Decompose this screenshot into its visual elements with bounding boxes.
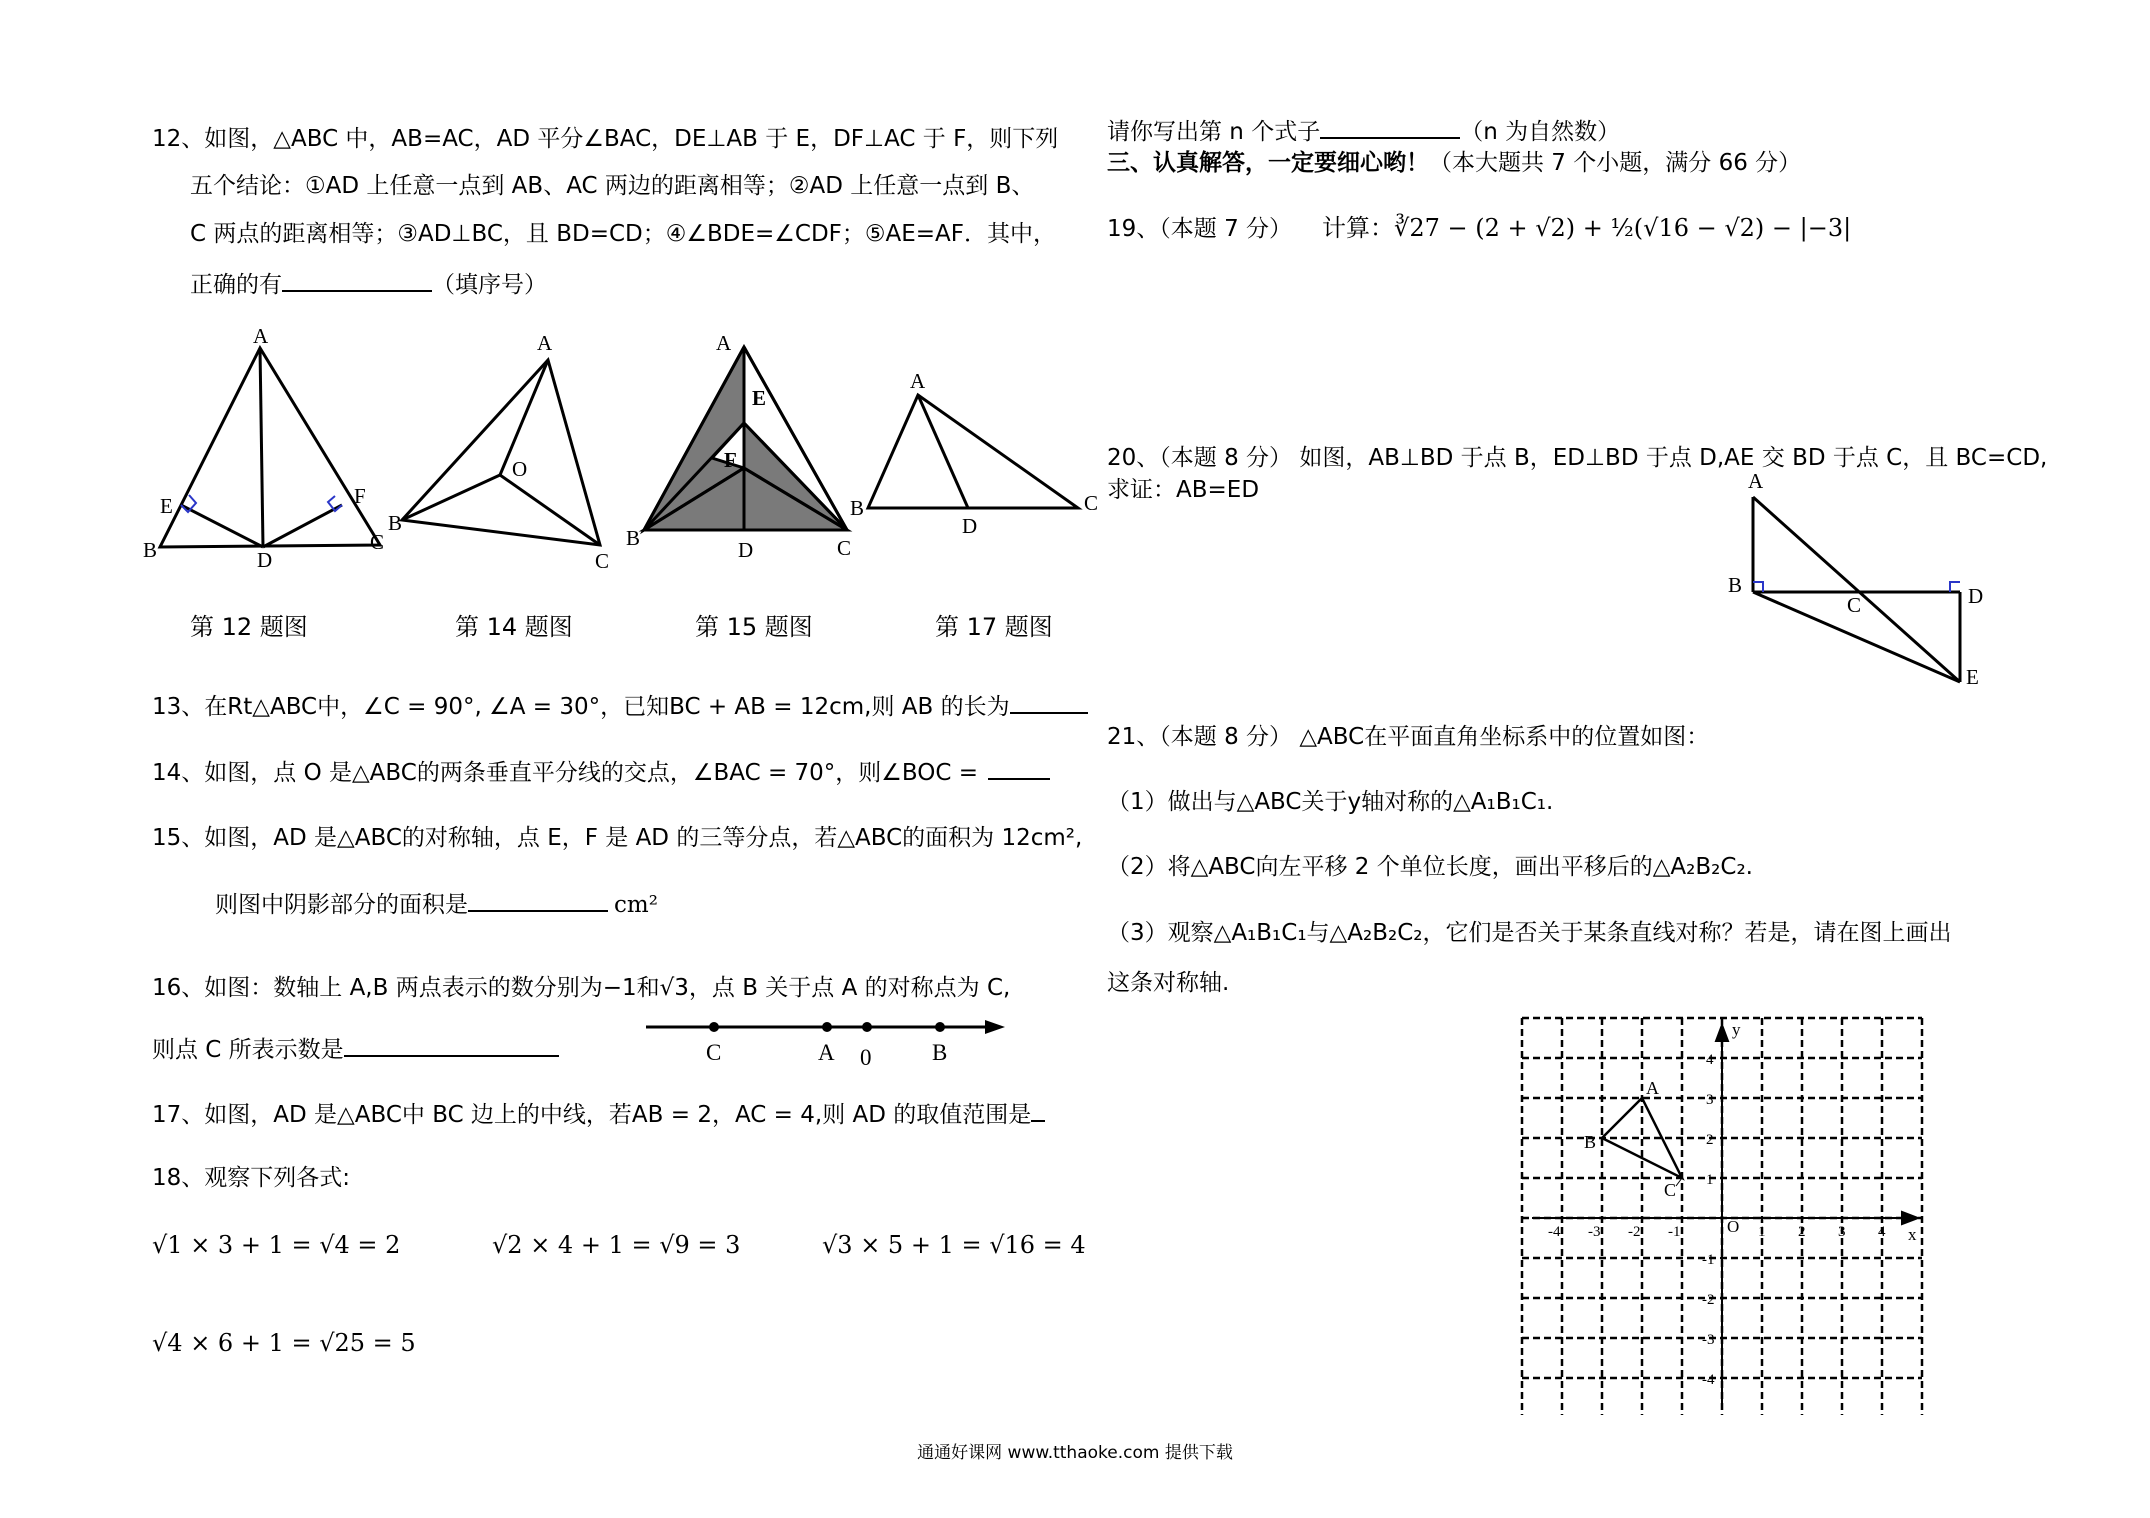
q17-text: 17、如图，AD 是△ABC中 BC 边上的中线，若AB = 2，AC = 4,则 AD 的取值范围是 xyxy=(152,1102,1032,1128)
grid-x-tick-label: 1 xyxy=(1758,1224,1766,1240)
q18-formula-4: √4 × 6 + 1 = √25 = 5 xyxy=(152,1329,416,1357)
grid-y-tick-label: 4 xyxy=(1706,1052,1714,1068)
f12-label-C: C xyxy=(370,530,385,554)
q12-line3: C 两点的距离相等；③AD⊥BC，且 BD=CD；④∠BDE=∠CDF；⑤AE=AF．其中， xyxy=(190,221,1057,247)
grid-x-tick-label: -3 xyxy=(1588,1224,1601,1240)
figure-17 xyxy=(850,368,1100,548)
q18-answer-blank[interactable] xyxy=(1320,115,1460,139)
q12-line1: 12、如图，△ABC 中，AB=AC，AD 平分∠BAC，DE⊥AB 于 E，DF⊥AC 于 F，则下列 xyxy=(152,126,1059,152)
figure-12 xyxy=(140,325,403,570)
grid-origin-label: O xyxy=(1727,1217,1740,1236)
q16-label-0: 0 xyxy=(860,1045,872,1070)
caption-fig14: 第 14 题图 xyxy=(455,613,573,641)
q20-label-A: A xyxy=(1748,470,1764,493)
q20-line2: 求证：AB=ED xyxy=(1107,477,1260,503)
f14-label-A: A xyxy=(537,331,553,355)
q16-answer-blank[interactable] xyxy=(344,1033,559,1057)
q18-formula-3: √3 × 5 + 1 = √16 = 4 xyxy=(822,1231,1086,1259)
q20-figure xyxy=(1720,470,2000,695)
grid-point-A: A xyxy=(1646,1078,1659,1098)
q21-part3-line1: （3）观察△A₁B₁C₁与△A₂B₂C₂，它们是否关于某条直线对称？若是，请在图上画出 xyxy=(1107,920,1952,946)
q12-line2: 五个结论：①AD 上任意一点到 AB、AC 两边的距离相等；②AD 上任意一点到 B、 xyxy=(190,173,1035,199)
q15-line1: 15、如图，AD 是△ABC的对称轴，点 E，F 是 AD 的三等分点，若△ABC的面积为 12cm², xyxy=(152,825,1083,851)
grid-x-tick-label: -4 xyxy=(1548,1224,1561,1240)
q16-label-B: B xyxy=(932,1040,948,1065)
figure-15 xyxy=(622,325,865,575)
q15-text: 则图中阴影部分的面积是 xyxy=(215,892,468,918)
grid-x-tick-label: -2 xyxy=(1628,1224,1641,1240)
section-3-info: （本大题共 7 个小题，满分 66 分） xyxy=(1429,150,1802,176)
q15-answer-blank[interactable] xyxy=(468,888,608,912)
q21-part3-line2: 这条对称轴. xyxy=(1107,970,1230,996)
q18-cont-text: 请你写出第 n 个式子 xyxy=(1107,119,1321,145)
q12-answer-blank[interactable] xyxy=(282,268,432,292)
grid-x-tick-label: 4 xyxy=(1878,1224,1886,1240)
footer-source: 通通好课网 www.tthaoke.com 提供下载 xyxy=(917,1443,1233,1463)
f12-label-B: B xyxy=(143,538,158,562)
f17-label-B: B xyxy=(850,496,865,520)
q21-coordinate-grid xyxy=(1520,1015,1930,1415)
grid-y-tick-label: 2 xyxy=(1706,1132,1714,1148)
q13-text: 13、在Rt△ABC中，∠C = 90°, ∠A = 30°，已知BC + AB = 12cm,则 AB 的长为 xyxy=(152,694,1010,720)
q18-title: 18、观察下列各式: xyxy=(152,1165,351,1191)
q16-line2 xyxy=(152,1033,559,1065)
q17 xyxy=(152,1098,1045,1130)
f14-label-C: C xyxy=(595,549,610,573)
grid-y-tick-label: 3 xyxy=(1706,1092,1714,1108)
grid-y-tick-label: -3 xyxy=(1702,1332,1715,1348)
figure-14 xyxy=(380,330,620,575)
q21-part2: （2）将△ABC向左平移 2 个单位长度，画出平移后的△A₂B₂C₂. xyxy=(1107,854,1753,880)
grid-point-B: B xyxy=(1584,1132,1597,1152)
q16-text: 则点 C 所表示数是 xyxy=(152,1037,344,1063)
q20-label-B: B xyxy=(1728,573,1743,597)
grid-x-tick-label: 2 xyxy=(1798,1224,1806,1240)
f12-label-E: E xyxy=(160,494,173,518)
grid-x-axis-label: x xyxy=(1908,1225,1917,1244)
f15-label-A: A xyxy=(716,331,732,355)
f17-label-D: D xyxy=(962,514,978,538)
q20-label-E: E xyxy=(1966,665,1979,689)
q12-answer-prefix: 正确的有 xyxy=(190,272,282,298)
q16-number-line xyxy=(640,1010,1010,1080)
q12-line4 xyxy=(190,268,547,300)
grid-point-C: C xyxy=(1664,1180,1677,1200)
caption-fig17: 第 17 题图 xyxy=(935,613,1053,641)
f12-label-F: F xyxy=(354,484,366,508)
f15-label-C: C xyxy=(837,536,852,560)
f15-label-E: E xyxy=(752,386,767,410)
q18-formula-1: √1 × 3 + 1 = √4 = 2 xyxy=(152,1231,401,1259)
grid-y-tick-label: -2 xyxy=(1702,1292,1715,1308)
q17-answer-blank[interactable] xyxy=(1031,1098,1045,1122)
f15-label-F: F xyxy=(724,448,737,472)
q15-line2 xyxy=(215,888,658,920)
caption-fig12: 第 12 题图 xyxy=(190,613,308,641)
section-3-heading xyxy=(1107,148,1801,178)
q13 xyxy=(152,690,1088,722)
q20-label-D: D xyxy=(1968,584,1984,608)
grid-x-tick-label: 3 xyxy=(1838,1224,1846,1240)
f17-label-A: A xyxy=(910,369,926,393)
q18-formula-2: √2 × 4 + 1 = √9 = 3 xyxy=(492,1231,741,1259)
f12-label-A: A xyxy=(253,325,269,348)
q19 xyxy=(1107,213,1851,244)
q16-label-A: A xyxy=(818,1040,835,1065)
q15-unit: cm² xyxy=(614,892,658,918)
grid-y-tick-label: -4 xyxy=(1702,1372,1715,1388)
q20-line1: 20、（本题 8 分） 如图，AB⊥BD 于点 B，ED⊥BD 于点 D,AE 交 BD 于点 C，且 BC=CD, xyxy=(1107,445,2048,471)
q18-continuation xyxy=(1107,115,1620,147)
f15-label-D: D xyxy=(738,538,754,562)
f14-label-O: O xyxy=(512,457,528,481)
q18-cont-note: （n 为自然数） xyxy=(1460,119,1621,145)
q14-answer-blank[interactable] xyxy=(988,756,1050,780)
q21-line1: 21、（本题 8 分） △ABC在平面直角坐标系中的位置如图： xyxy=(1107,724,1710,750)
section-3-title: 三、认真解答，一定要细心哟！ xyxy=(1107,150,1429,176)
f12-label-D: D xyxy=(257,548,273,570)
grid-x-tick-label: -1 xyxy=(1668,1224,1681,1240)
f17-label-C: C xyxy=(1084,491,1099,515)
q16-label-C: C xyxy=(706,1040,722,1065)
q19-label: 19、（本题 7 分） xyxy=(1107,216,1293,242)
grid-y-tick-label: 1 xyxy=(1706,1172,1714,1188)
q14 xyxy=(152,756,1050,788)
grid-y-axis-label: y xyxy=(1732,1020,1741,1039)
q20-label-C: C xyxy=(1847,593,1862,617)
q21-part1: （1）做出与△ABC关于y轴对称的△A₁B₁C₁. xyxy=(1107,789,1554,815)
f15-label-B: B xyxy=(626,526,641,550)
q14-text: 14、如图，点 O 是△ABC的两条垂直平分线的交点，∠BAC = 70°，则∠BOC = xyxy=(152,760,979,786)
q12-answer-suffix: （填序号） xyxy=(432,272,547,298)
q16-line1: 16、如图：数轴上 A,B 两点表示的数分别为−1和√3，点 B 关于点 A 的对称点为 C, xyxy=(152,975,1011,1001)
q13-answer-blank[interactable] xyxy=(1010,690,1088,714)
caption-fig15: 第 15 题图 xyxy=(695,613,813,641)
q19-expression: 计算：∛27 − (2 + √2) + ½(√16 − √2) − |−3| xyxy=(1322,214,1852,242)
grid-y-tick-label: -1 xyxy=(1702,1252,1715,1268)
f14-label-B: B xyxy=(388,511,403,535)
